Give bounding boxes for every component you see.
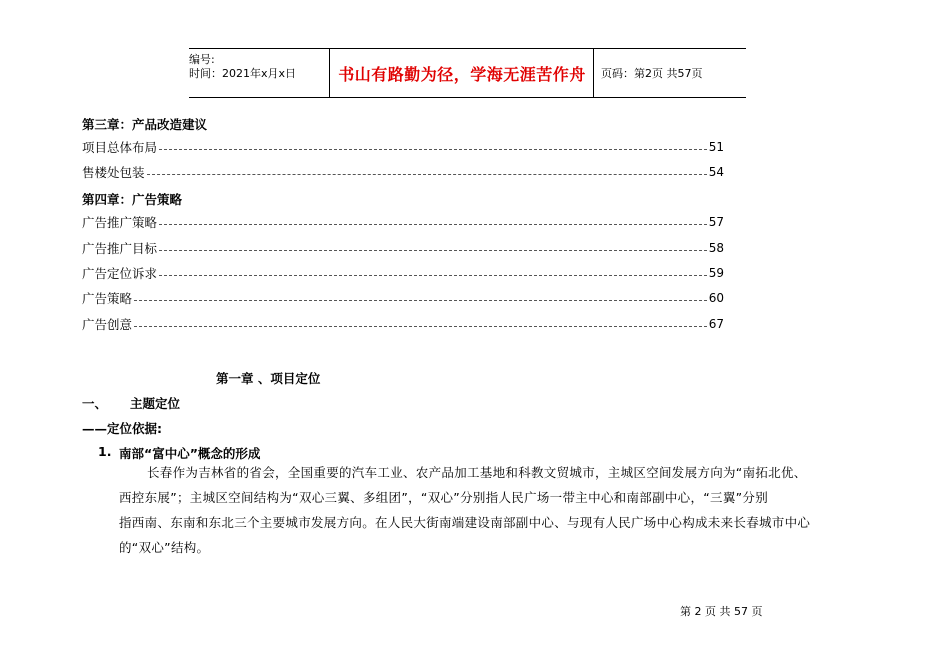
toc-entry (82, 290, 724, 306)
chapter-title: 第一章 、项目定位 (216, 371, 321, 386)
paragraph-line: 的“双心”结构。 (119, 540, 210, 555)
toc-entry-label: 售楼处包装 (82, 165, 145, 180)
toc-entry-label: 广告推广目标 (82, 241, 158, 256)
toc-entry (82, 214, 724, 230)
paragraph-line: 长春作为吉林省的省会，全国重要的汽车工业、农产品加工基地和科教文贸城市，主城区空间发展方向为“南拓北优、 (147, 465, 807, 480)
toc-chapter3: 第三章：产品改造建议 (82, 117, 208, 132)
subsection-number: 1. (98, 444, 112, 459)
toc-entry-label: 广告策略 (82, 291, 133, 306)
basis-heading: ——定位依据: (82, 421, 162, 436)
header-meta (189, 49, 330, 97)
section-number: 一、 (82, 396, 108, 411)
subsection-title: 南部“富中心”概念的形成 (119, 446, 261, 461)
time-label: 时间：2021年x月x日 (189, 67, 297, 80)
toc-entry-label: 广告创意 (82, 317, 133, 332)
paragraph-line: 西控东展”；主城区空间结构为“双心三翼、多组团”，“双心”分别指人民广场一带主中心和南部副中心，“三翼”分别 (119, 490, 769, 505)
toc-entry-page: 67 (708, 317, 724, 331)
toc-entry-page: 57 (708, 215, 724, 229)
toc-entry-page: 54 (708, 165, 724, 179)
paragraph-line: 指西南、东南和东北三个主要城市发展方向。在人民大街南端建设南部副中心、与现有人民广场中心构成未来长春城市中心 (119, 515, 811, 530)
toc-entry-label: 广告推广策略 (82, 215, 158, 230)
toc-entry (82, 139, 724, 155)
toc-chapter4: 第四章：广告策略 (82, 192, 183, 207)
header-motto: 书山有路勤为径，学海无涯苦作舟 (331, 49, 594, 97)
toc-entry (82, 316, 724, 332)
page-header (189, 48, 746, 98)
toc-entry (82, 265, 724, 281)
number-label: 编号: (189, 53, 215, 66)
toc-entry-page: 60 (708, 291, 724, 305)
toc-entry-label: 项目总体布局 (82, 140, 158, 155)
page-footer: 第 2 页 共 57 页 (680, 605, 763, 618)
toc-entry (82, 240, 724, 256)
section-title: 主题定位 (130, 396, 181, 411)
toc-entry-page: 51 (708, 140, 724, 154)
header-page-info: 页码：第2页 共57页 (601, 67, 703, 80)
toc-entry (82, 164, 724, 180)
body-paragraph (119, 460, 879, 560)
toc-entry-page: 58 (708, 241, 724, 255)
toc-entry-label: 广告定位诉求 (82, 266, 158, 281)
toc-entry-page: 59 (708, 266, 724, 280)
